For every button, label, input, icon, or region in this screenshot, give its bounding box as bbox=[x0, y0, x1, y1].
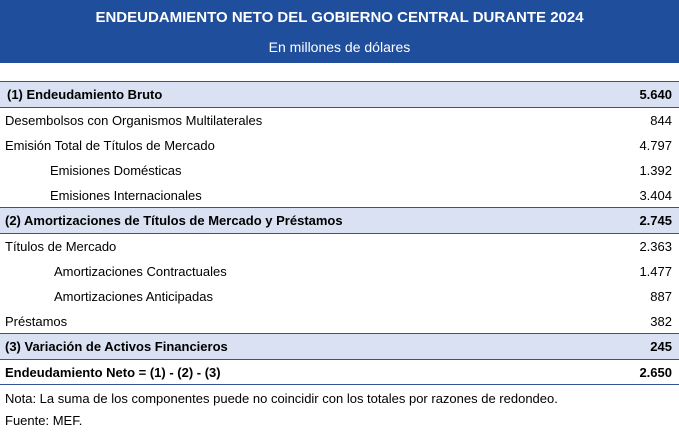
row-value: 887 bbox=[650, 289, 672, 304]
row-variacion-activos bbox=[0, 334, 679, 359]
row-label: (2) Amortizaciones de Títulos de Mercado y Préstamos bbox=[5, 213, 343, 228]
row-value: 1.392 bbox=[639, 163, 672, 178]
row-label: Desembolsos con Organismos Multilaterales bbox=[5, 113, 263, 128]
row-label: (3) Variación de Activos Financieros bbox=[5, 339, 228, 354]
table-row bbox=[0, 183, 679, 207]
table-row bbox=[0, 259, 679, 284]
table-subtitle: En millones de dólares bbox=[268, 39, 411, 55]
table-row bbox=[0, 309, 679, 333]
row-value: 1.477 bbox=[639, 264, 672, 279]
row-label: Títulos de Mercado bbox=[5, 239, 117, 254]
row-value: 2.745 bbox=[639, 213, 672, 228]
row-value: 5.640 bbox=[639, 87, 672, 102]
row-label: Emisiones Internacionales bbox=[50, 188, 202, 203]
table-row bbox=[0, 133, 679, 158]
row-value: 2.650 bbox=[639, 365, 672, 380]
row-label: Emisiones Domésticas bbox=[50, 163, 182, 178]
row-label: Emisión Total de Títulos de Mercado bbox=[5, 138, 215, 153]
table-header bbox=[0, 0, 679, 63]
table-note: Nota: La suma de los componentes puede no coincidir con los totales por razones de redondeo. bbox=[5, 391, 558, 406]
table-row bbox=[0, 284, 679, 309]
row-label: Endeudamiento Neto = (1) - (2) - (3) bbox=[5, 365, 221, 380]
table-row bbox=[0, 158, 679, 183]
table-source: Fuente: MEF. bbox=[5, 413, 83, 428]
row-endeudamiento-bruto bbox=[0, 82, 679, 107]
table-row bbox=[0, 234, 679, 259]
row-value: 2.363 bbox=[639, 239, 672, 254]
row-value: 3.404 bbox=[639, 188, 672, 203]
table-title: ENDEUDAMIENTO NETO DEL GOBIERNO CENTRAL DURANTE 2024 bbox=[95, 9, 584, 26]
row-amortizaciones bbox=[0, 208, 679, 233]
row-label: Amortizaciones Anticipadas bbox=[54, 289, 213, 304]
row-value: 4.797 bbox=[639, 138, 672, 153]
row-endeudamiento-neto bbox=[0, 360, 679, 384]
table-row bbox=[0, 108, 679, 133]
row-value: 844 bbox=[650, 113, 672, 128]
row-label: (1) Endeudamiento Bruto bbox=[7, 87, 163, 102]
row-label: Amortizaciones Contractuales bbox=[54, 264, 227, 279]
row-border bbox=[0, 384, 679, 385]
row-label: Préstamos bbox=[5, 314, 68, 329]
row-value: 382 bbox=[650, 314, 672, 329]
row-value: 245 bbox=[650, 339, 672, 354]
